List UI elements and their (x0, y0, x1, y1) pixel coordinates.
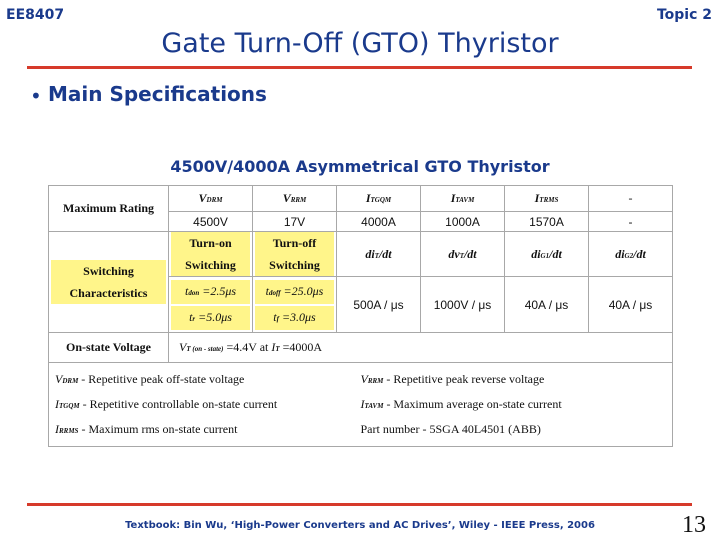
spec-table (48, 185, 672, 447)
on-state-label: On-state Voltage (49, 333, 169, 363)
footer-citation: Textbook: Bin Wu, ‘High-Power Converters and AC Drives’, Wiley - IEEE Press, 2006 (125, 520, 595, 531)
legend-item: IRRMS - Maximum rms on-state current (55, 422, 238, 436)
rating-symbol: ITRMS (505, 186, 589, 212)
turn-off-times: tdoff =25.0μs tf =3.0μs (253, 277, 337, 333)
rating-symbol: ITGQM (337, 186, 421, 212)
rating-symbol: VRRM (253, 186, 337, 212)
rate-value: 40A / μs (505, 277, 589, 333)
rating-value: 1000A (421, 212, 505, 232)
part-number: Part number - 5SGA 40L4501 (ABB) (360, 422, 541, 436)
legend-item: VRRM - Repetitive peak reverse voltage (360, 372, 545, 386)
rate-symbol: diG2/dt (589, 232, 673, 277)
footer-divider (27, 503, 692, 506)
bullet-text: Main Specifications (48, 82, 267, 106)
rate-value: 1000V / μs (421, 277, 505, 333)
rating-value: 4500V (169, 212, 253, 232)
turn-on-label: Turn-on Switching (169, 232, 253, 277)
legend-item: VDRM - Repetitive peak off-state voltage (55, 372, 245, 386)
rating-value: - (589, 212, 673, 232)
rating-value: 17V (253, 212, 337, 232)
rate-value: 500A / μs (337, 277, 421, 333)
slide-title: Gate Turn-Off (GTO) Thyristor (161, 28, 559, 59)
symbol-legend (49, 363, 673, 447)
rating-symbol: - (589, 186, 673, 212)
table-title: 4500V/4000A Asymmetrical GTO Thyristor (170, 157, 550, 176)
legend-item: ITAVM - Maximum average on-state current (360, 397, 562, 411)
max-rating-label: Maximum Rating (49, 186, 169, 232)
rate-symbol: dvT/dt (421, 232, 505, 277)
turn-on-times: tdon =2.5μs tr =5.0μs (169, 277, 253, 333)
title-divider (27, 66, 692, 69)
switching-label: Switching Characteristics (49, 232, 169, 333)
course-code: EE8407 (6, 7, 65, 23)
on-state-value: VT (on - state) =4.4V at IT =4000A (169, 333, 673, 363)
bullet-icon: • (30, 84, 42, 108)
rating-value: 1570A (505, 212, 589, 232)
rate-value: 40A / μs (589, 277, 673, 333)
legend-item: ITGQM - Repetitive controllable on-state current (55, 397, 278, 411)
topic-label: Topic 2 (656, 7, 712, 23)
rating-symbol: ITAVM (421, 186, 505, 212)
page-number: 13 (682, 512, 706, 538)
rate-symbol: diT/dt (337, 232, 421, 277)
turn-off-label: Turn-off Switching (253, 232, 337, 277)
rate-symbol: diG1/dt (505, 232, 589, 277)
rating-symbol: VDRM (169, 186, 253, 212)
rating-value: 4000A (337, 212, 421, 232)
